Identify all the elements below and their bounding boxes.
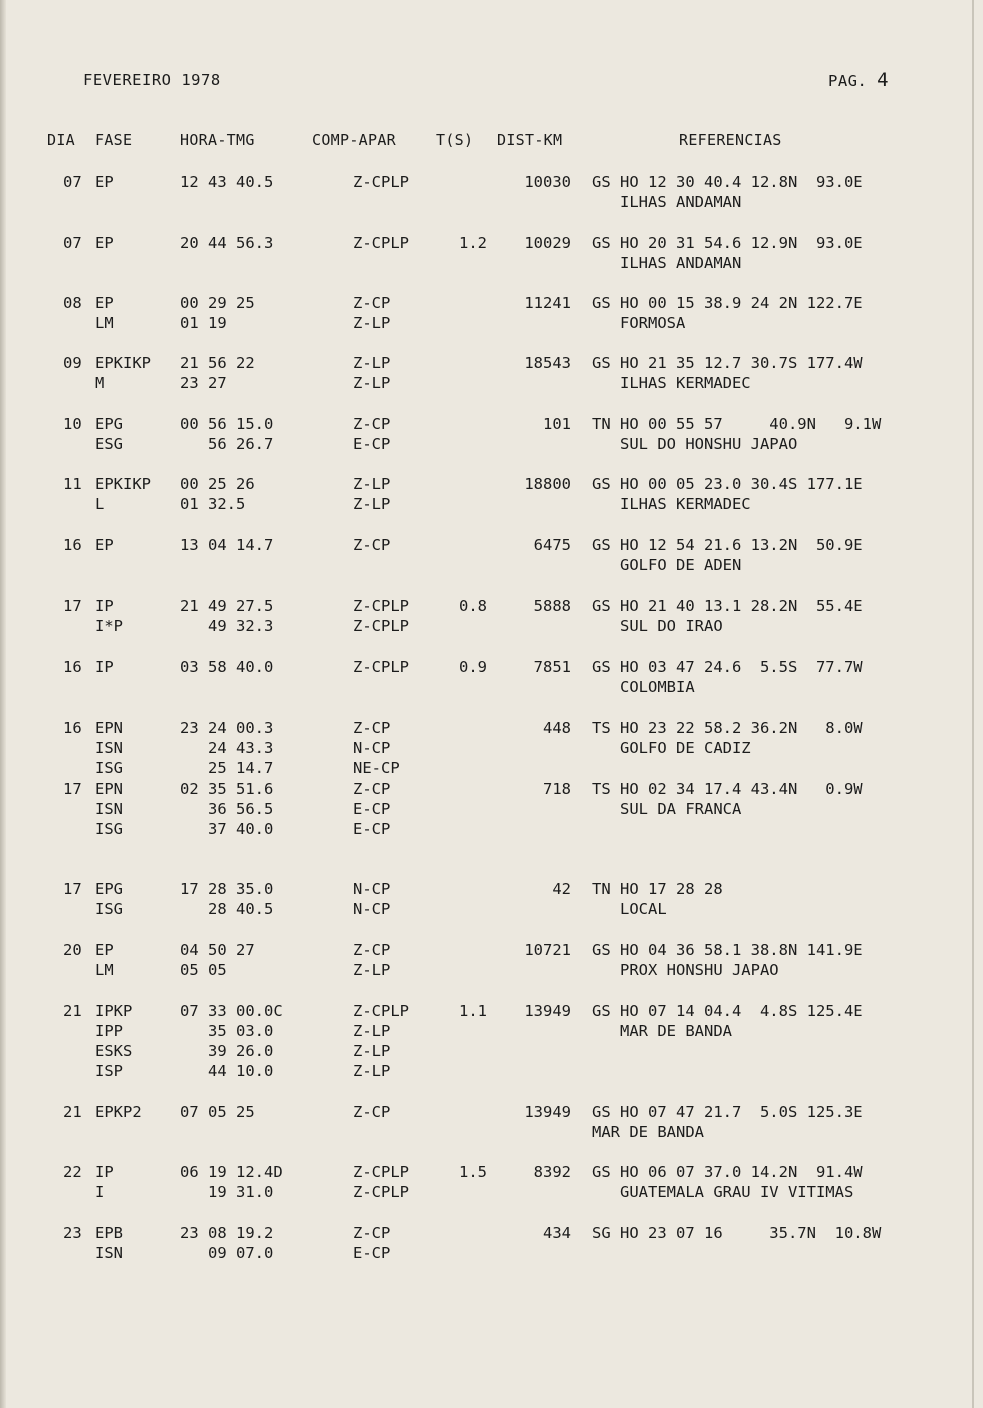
cell-hora: 35 03.0	[180, 1022, 274, 1040]
cell-fase: ISG	[95, 820, 123, 838]
cell-hora: 44 10.0	[180, 1062, 274, 1080]
cell-ref: FORMOSA	[592, 314, 686, 332]
cell-ref: GUATEMALA GRAU IV VITIMAS	[592, 1183, 854, 1201]
cell-fase: ISN	[95, 739, 123, 757]
page-fold	[972, 0, 974, 1408]
cell-hora: 28 40.5	[180, 900, 274, 918]
bulletin-month: FEVEREIRO 1978	[83, 71, 221, 89]
cell-fase: ESKS	[95, 1042, 133, 1060]
cell-dia: 16	[63, 536, 82, 554]
cell-ref: PROX HONSHU JAPAO	[592, 961, 779, 979]
cell-dia: 21	[63, 1103, 82, 1121]
cell-fase: IP	[95, 658, 114, 676]
cell-ref: ILHAS KERMADEC	[592, 374, 751, 392]
cell-fase: I	[95, 1183, 105, 1201]
cell-hora: 25 14.7	[180, 759, 274, 777]
cell-fase: ESG	[95, 435, 123, 453]
cell-comp: Z-CPLP	[353, 597, 409, 615]
cell-ref: SUL DO IRAO	[592, 617, 723, 635]
cell-hora: 56 26.7	[180, 435, 274, 453]
cell-ref: GOLFO DE CADIZ	[592, 739, 751, 757]
cell-comp: Z-CPLP	[353, 617, 409, 635]
cell-comp: Z-CP	[353, 294, 391, 312]
cell-dia: 16	[63, 658, 82, 676]
cell-fase: ISN	[95, 1244, 123, 1262]
cell-comp: Z-LP	[353, 1022, 391, 1040]
cell-comp: Z-CPLP	[353, 658, 409, 676]
cell-comp: E-CP	[353, 800, 391, 818]
cell-fase: IPKP	[95, 1002, 133, 1020]
cell-hora: 00 29 25	[180, 294, 255, 312]
cell-ref: GS HO 00 15 38.9 24 2N 122.7E	[592, 294, 863, 312]
cell-hora: 12 43 40.5	[180, 173, 274, 191]
cell-fase: LM	[95, 314, 114, 332]
cell-ref: MAR DE BANDA	[592, 1123, 704, 1141]
cell-comp: Z-CP	[353, 719, 391, 737]
cell-dist: 13949	[524, 1002, 571, 1020]
cell-ref: TN HO 00 55 57 40.9N 9.1W	[592, 415, 882, 433]
cell-hora: 21 49 27.5	[180, 597, 274, 615]
page-label: PAG.	[828, 72, 868, 90]
cell-hora: 37 40.0	[180, 820, 274, 838]
cell-dist: 18800	[524, 475, 571, 493]
cell-fase: IP	[95, 1163, 114, 1181]
cell-dist: 5888	[533, 597, 571, 615]
cell-dist: 42	[552, 880, 571, 898]
cell-hora: 00 25 26	[180, 475, 255, 493]
cell-hora: 00 56 15.0	[180, 415, 274, 433]
cell-comp: Z-CPLP	[353, 1002, 409, 1020]
cell-hora: 49 32.3	[180, 617, 274, 635]
cell-ref: ILHAS KERMADEC	[592, 495, 751, 513]
cell-fase: ISN	[95, 800, 123, 818]
cell-ref: LOCAL	[592, 900, 667, 918]
cell-dist: 101	[543, 415, 571, 433]
cell-comp: NE-CP	[353, 759, 400, 777]
cell-comp: Z-CP	[353, 1224, 391, 1242]
column-header-hora: HORA-TMG	[180, 131, 255, 149]
cell-comp: Z-CPLP	[353, 173, 409, 191]
cell-fase: EPKP2	[95, 1103, 142, 1121]
cell-ref: GS HO 07 47 21.7 5.0S 125.3E	[592, 1103, 863, 1121]
cell-ref: GS HO 21 40 13.1 28.2N 55.4E	[592, 597, 863, 615]
cell-dist: 10029	[524, 234, 571, 252]
page-indicator	[828, 70, 889, 91]
cell-ts: 1.5	[459, 1163, 487, 1181]
cell-dist: 7851	[533, 658, 571, 676]
cell-ref: TS HO 23 22 58.2 36.2N 8.0W	[592, 719, 863, 737]
cell-dist: 18543	[524, 354, 571, 372]
cell-ref: SG HO 23 07 16 35.7N 10.8W	[592, 1224, 882, 1242]
cell-comp: Z-CP	[353, 780, 391, 798]
cell-hora: 24 43.3	[180, 739, 274, 757]
cell-hora: 23 27	[180, 374, 227, 392]
cell-dist: 718	[543, 780, 571, 798]
cell-fase: ISG	[95, 900, 123, 918]
cell-comp: E-CP	[353, 435, 391, 453]
cell-ts: 1.2	[459, 234, 487, 252]
column-header-comp-apar: COMP-APAR	[312, 131, 396, 149]
cell-fase: IP	[95, 597, 114, 615]
cell-dia: 21	[63, 1002, 82, 1020]
cell-fase: EPG	[95, 880, 123, 898]
cell-ref: GS HO 12 54 21.6 13.2N 50.9E	[592, 536, 863, 554]
cell-ref: GS HO 04 36 58.1 38.8N 141.9E	[592, 941, 863, 959]
cell-comp: E-CP	[353, 1244, 391, 1262]
cell-dist: 448	[543, 719, 571, 737]
cell-dist: 434	[543, 1224, 571, 1242]
cell-fase: ISP	[95, 1062, 123, 1080]
cell-comp: Z-LP	[353, 961, 391, 979]
cell-hora: 01 19	[180, 314, 227, 332]
cell-dist: 10030	[524, 173, 571, 191]
cell-fase: M	[95, 374, 105, 392]
cell-dia: 17	[63, 597, 82, 615]
cell-hora: 09 07.0	[180, 1244, 274, 1262]
cell-hora: 23 24 00.3	[180, 719, 274, 737]
cell-fase: EP	[95, 941, 114, 959]
cell-hora: 23 08 19.2	[180, 1224, 274, 1242]
cell-fase: EP	[95, 234, 114, 252]
cell-comp: N-CP	[353, 880, 391, 898]
cell-comp: Z-CPLP	[353, 1183, 409, 1201]
cell-dia: 10	[63, 415, 82, 433]
cell-dia: 08	[63, 294, 82, 312]
cell-ref: MAR DE BANDA	[592, 1022, 732, 1040]
cell-dia: 09	[63, 354, 82, 372]
cell-ref: ILHAS ANDAMAN	[592, 193, 742, 211]
cell-fase: IPP	[95, 1022, 123, 1040]
cell-comp: Z-LP	[353, 1042, 391, 1060]
cell-ref: GS HO 06 07 37.0 14.2N 91.4W	[592, 1163, 863, 1181]
cell-ref: GS HO 00 05 23.0 30.4S 177.1E	[592, 475, 863, 493]
column-header-fase: FASE	[95, 131, 133, 149]
column-header-dist: DIST-KM	[497, 131, 563, 149]
cell-comp: Z-CP	[353, 1103, 391, 1121]
cell-hora: 05 05	[180, 961, 227, 979]
cell-fase: ISG	[95, 759, 123, 777]
cell-hora: 01 32.5	[180, 495, 246, 513]
cell-ref: GOLFO DE ADEN	[592, 556, 742, 574]
cell-comp: N-CP	[353, 900, 391, 918]
page-number: 4	[877, 69, 890, 91]
cell-ref: ILHAS ANDAMAN	[592, 254, 742, 272]
cell-dia: 17	[63, 880, 82, 898]
cell-hora: 07 05 25	[180, 1103, 255, 1121]
cell-hora: 20 44 56.3	[180, 234, 274, 252]
cell-ts: 0.8	[459, 597, 487, 615]
cell-ts: 0.9	[459, 658, 487, 676]
cell-dist: 10721	[524, 941, 571, 959]
cell-hora: 17 28 35.0	[180, 880, 274, 898]
cell-dist: 6475	[533, 536, 571, 554]
cell-fase: EP	[95, 294, 114, 312]
cell-comp: Z-CPLP	[353, 234, 409, 252]
cell-comp: Z-CP	[353, 941, 391, 959]
column-header-referencias: REFERENCIAS	[679, 131, 782, 149]
cell-ref: COLOMBIA	[592, 678, 695, 696]
cell-hora: 39 26.0	[180, 1042, 274, 1060]
cell-hora: 21 56 22	[180, 354, 255, 372]
cell-comp: Z-LP	[353, 374, 391, 392]
cell-ref: TS HO 02 34 17.4 43.4N 0.9W	[592, 780, 863, 798]
cell-fase: L	[95, 495, 105, 513]
cell-comp: Z-CP	[353, 415, 391, 433]
cell-hora: 36 56.5	[180, 800, 274, 818]
cell-ref: GS HO 07 14 04.4 4.8S 125.4E	[592, 1002, 863, 1020]
cell-dia: 16	[63, 719, 82, 737]
cell-fase: EPG	[95, 415, 123, 433]
cell-dia: 23	[63, 1224, 82, 1242]
cell-fase: EPKIKP	[95, 354, 151, 372]
column-header-dia: DIA	[47, 131, 75, 149]
cell-hora: 13 04 14.7	[180, 536, 274, 554]
cell-fase: EP	[95, 536, 114, 554]
cell-dist: 13949	[524, 1103, 571, 1121]
cell-ref: GS HO 20 31 54.6 12.9N 93.0E	[592, 234, 863, 252]
column-header-ts: T(S)	[436, 131, 474, 149]
cell-dist: 8392	[533, 1163, 571, 1181]
cell-dia: 07	[63, 234, 82, 252]
cell-comp: Z-LP	[353, 495, 391, 513]
cell-comp: N-CP	[353, 739, 391, 757]
cell-ref: GS HO 03 47 24.6 5.5S 77.7W	[592, 658, 863, 676]
cell-hora: 04 50 27	[180, 941, 255, 959]
cell-fase: EPB	[95, 1224, 123, 1242]
cell-comp: Z-LP	[353, 314, 391, 332]
cell-comp: Z-CP	[353, 536, 391, 554]
cell-fase: EPN	[95, 719, 123, 737]
cell-comp: E-CP	[353, 820, 391, 838]
cell-fase: EPKIKP	[95, 475, 151, 493]
cell-comp: Z-CPLP	[353, 1163, 409, 1181]
cell-dia: 22	[63, 1163, 82, 1181]
cell-hora: 07 33 00.0C	[180, 1002, 283, 1020]
cell-comp: Z-LP	[353, 475, 391, 493]
cell-ref: SUL DO HONSHU JAPAO	[592, 435, 798, 453]
cell-dia: 11	[63, 475, 82, 493]
cell-comp: Z-LP	[353, 354, 391, 372]
cell-ref: GS HO 12 30 40.4 12.8N 93.0E	[592, 173, 863, 191]
cell-dist: 11241	[524, 294, 571, 312]
cell-comp: Z-LP	[353, 1062, 391, 1080]
cell-fase: EP	[95, 173, 114, 191]
cell-ref: TN HO 17 28 28	[592, 880, 723, 898]
cell-ref: GS HO 21 35 12.7 30.7S 177.4W	[592, 354, 863, 372]
cell-dia: 20	[63, 941, 82, 959]
cell-ts: 1.1	[459, 1002, 487, 1020]
cell-fase: I*P	[95, 617, 123, 635]
cell-hora: 03 58 40.0	[180, 658, 274, 676]
cell-hora: 06 19 12.4D	[180, 1163, 283, 1181]
cell-hora: 02 35 51.6	[180, 780, 274, 798]
cell-hora: 19 31.0	[180, 1183, 274, 1201]
cell-dia: 17	[63, 780, 82, 798]
cell-ref: SUL DA FRANCA	[592, 800, 742, 818]
cell-fase: LM	[95, 961, 114, 979]
cell-dia: 07	[63, 173, 82, 191]
page-edge	[0, 0, 6, 1408]
cell-fase: EPN	[95, 780, 123, 798]
